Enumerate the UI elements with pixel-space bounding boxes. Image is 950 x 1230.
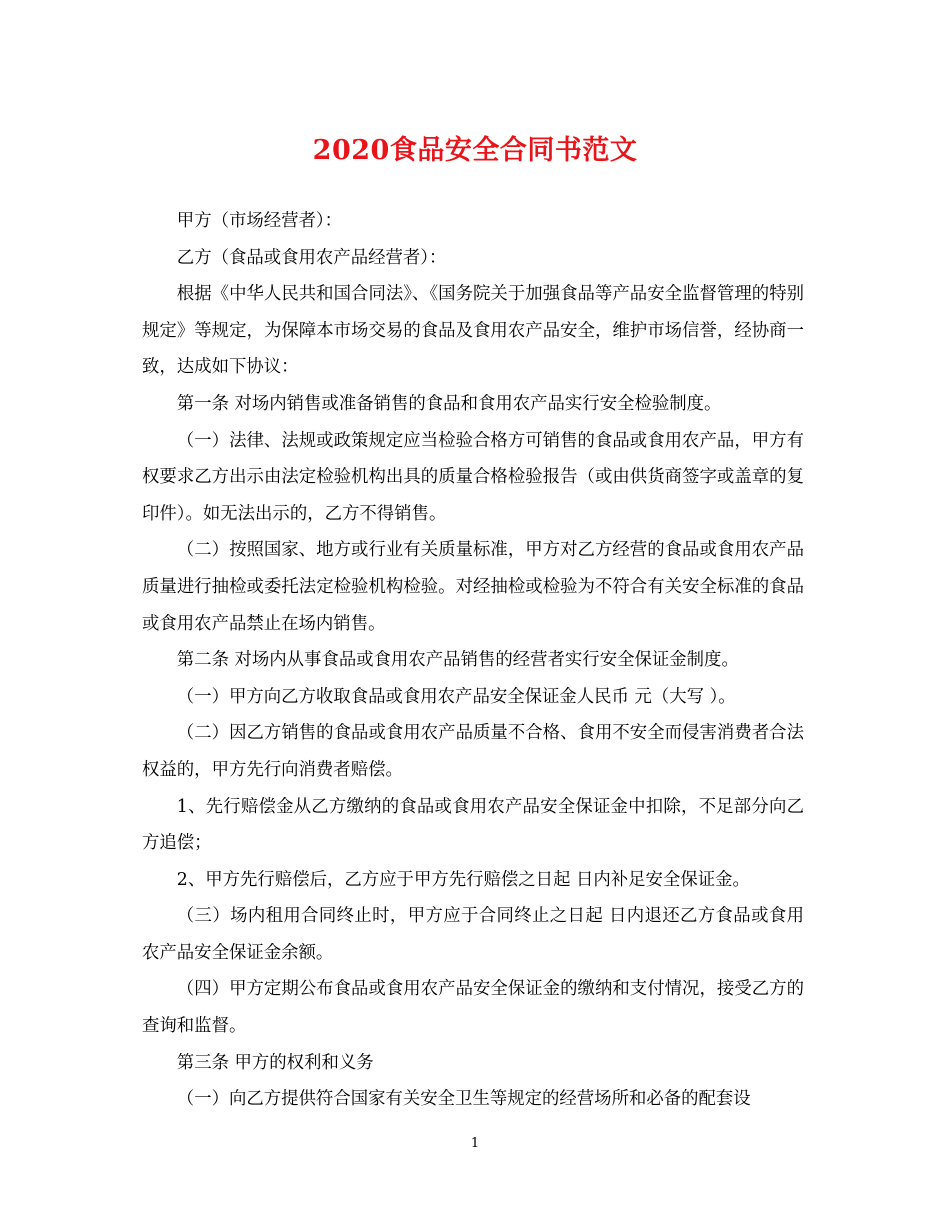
paragraph: 2、甲方先行赔偿后，乙方应于甲方先行赔偿之日起 日内补足安全保证金。 bbox=[176, 869, 750, 890]
paragraph: 甲方（市场经营者）： bbox=[176, 211, 343, 231]
page-number: 1 bbox=[470, 1136, 480, 1151]
paragraph: （二）因乙方销售的食品或食用农产品质量不合格、食用不安全而侵害消费者合法权益的，甲方先行向消费者赔偿。 bbox=[142, 723, 804, 780]
paragraph: 第二条 对场内从事食品或食用农产品销售的经营者实行安全保证金制度。 bbox=[176, 650, 739, 671]
paragraph: 1、先行赔偿金从乙方缴纳的食品或食用农产品安全保证金中扣除，不足部分向乙方追偿； bbox=[142, 796, 804, 854]
paragraph: （二）按照国家、地方或行业有关质量标准，甲方对乙方经营的食品或食用农产品质量进行抽检或委托法定检验机构检验。对经抽检或检验为不符合有关安全标准的食品或食用农产品禁止在场内销售。 bbox=[142, 540, 804, 634]
paragraph: 根据《中华人民共和国合同法》、《国务院关于加强食品等产品安全监督管理的特别规定》等规定，为保障本市场交易的食品及食用农产品安全，维护市场信誉，经协商一致，达成如下协议： bbox=[142, 284, 804, 378]
paragraph: 乙方（食品或食用农产品经营者）： bbox=[176, 247, 447, 268]
paragraph: （一）向乙方提供符合国家有关安全卫生等规定的经营场所和必备的配套设 bbox=[176, 1089, 751, 1110]
paragraph: （一）甲方向乙方收取食品或食用农产品安全保证金人民币 元（大写 ）。 bbox=[176, 686, 736, 707]
document-title: 2020食品安全合同书范文 bbox=[312, 135, 638, 166]
paragraph: 第三条 甲方的权利和义务 bbox=[176, 1052, 374, 1073]
document-body bbox=[142, 203, 804, 1118]
paragraph: （三）场内租用合同终止时，甲方应于合同终止之日起 日内退还乙方食品或食用农产品安全保证金余额。 bbox=[142, 906, 804, 963]
paragraph: （一）法律、法规或政策规定应当检验合格方可销售的食品或食用农产品，甲方有权要求乙方出示由法定检验机构出具的质量合格检验报告（或由供货商签字或盖章的复印件）。如无法出示的，乙方不得销售。 bbox=[142, 430, 804, 524]
paragraph: （四）甲方定期公布食品或食用农产品安全保证金的缴纳和支付情况，接受乙方的查询和监督。 bbox=[142, 979, 804, 1037]
paragraph: 第一条 对场内销售或准备销售的食品和食用农产品实行安全检验制度。 bbox=[176, 393, 722, 414]
